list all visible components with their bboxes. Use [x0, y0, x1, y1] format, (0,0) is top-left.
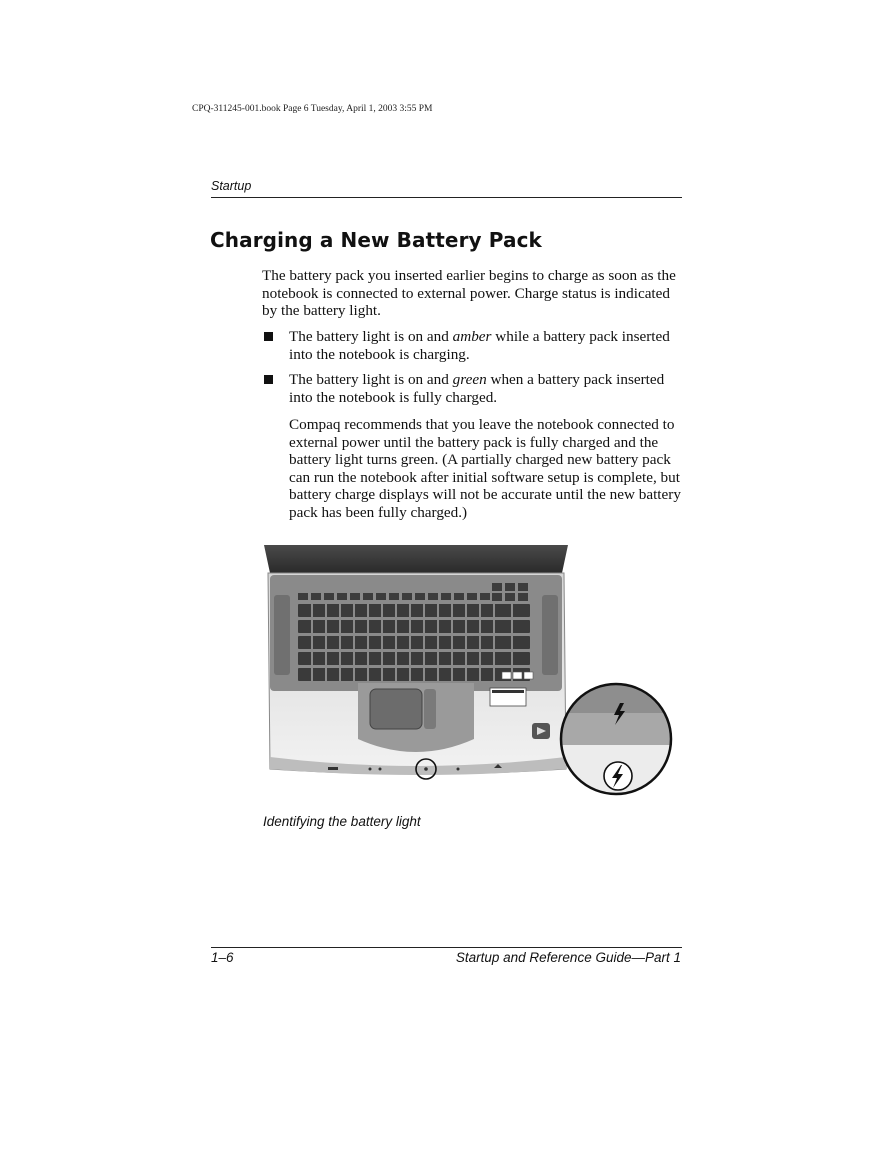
list-item: The battery light is on and amber while a battery pack inserted into the notebook is charging. — [262, 328, 684, 363]
header-rule — [211, 197, 682, 198]
page-number: 1–6 — [211, 950, 234, 965]
list-item: The battery light is on and green when a battery pack inserted into the notebook is fully charged. — [262, 371, 684, 406]
guide-title: Startup and Reference Guide—Part 1 — [455, 950, 681, 965]
bullet-square-icon — [264, 375, 273, 384]
section-title: Charging a New Battery Pack — [210, 228, 542, 252]
color-emphasis: green — [452, 371, 487, 388]
recommendation-paragraph: Compaq recommends that you leave the notebook connected to external power until the battery pack is fully charged and the battery light turns green. (A partially charged new battery pack can run the notebook after initial software setup is complete, but battery charge displays will not be accurate until the new battery pack has been fully charged.) — [289, 416, 681, 521]
color-emphasis: amber — [452, 328, 492, 345]
print-slug: CPQ-311245-001.book Page 6 Tuesday, April 1, 2003 3:55 PM — [192, 104, 433, 114]
notebook-illustration — [262, 543, 684, 803]
battery-light-icon — [604, 762, 632, 790]
status-bullet-list — [262, 328, 684, 414]
footer-rule — [211, 947, 682, 948]
intro-paragraph: The battery pack you inserted earlier begins to charge as soon as the notebook is connected to external power. Charge status is indicated by the battery light. — [262, 267, 676, 319]
figure-caption: Identifying the battery light — [263, 814, 421, 829]
bullet-square-icon — [264, 332, 273, 341]
running-head: Startup — [211, 179, 252, 193]
